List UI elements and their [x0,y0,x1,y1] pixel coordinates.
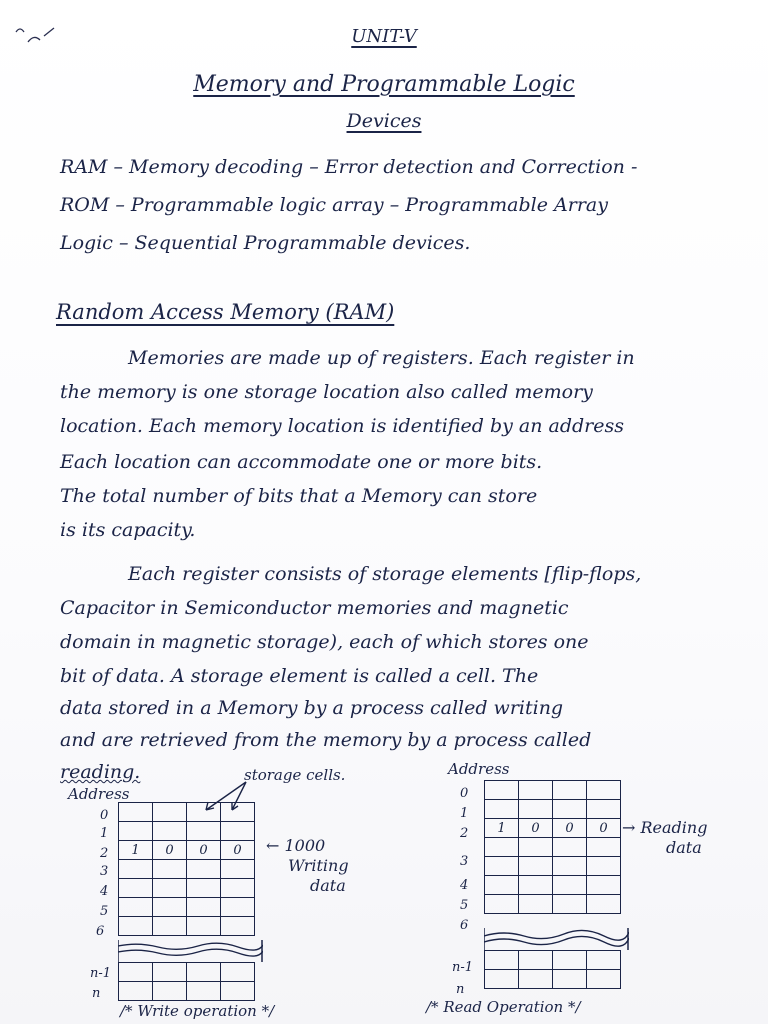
address-label: 3 [460,854,469,869]
grid-break-wave [118,940,263,962]
address-label: 4 [460,878,469,893]
storage-cells-label: storage cells. [244,766,346,784]
topic-line: ROM – Programmable logic array – Programmable Array [60,194,608,216]
write-memory-grid-tail [118,962,255,1001]
grid-cell: 0 [587,819,621,838]
address-label: 1 [460,806,469,821]
paragraph-line: Memories are made up of registers. Each register in [128,347,635,369]
address-label: 6 [460,918,469,933]
address-label: n-1 [90,966,112,981]
unit-heading: UNIT-V [351,26,417,47]
read-arrow-label: → Reading [622,818,708,837]
paragraph-line: Capacitor in Semiconductor memories and magnetic [60,597,569,619]
write-arrow-label: ← 1000 [266,836,326,855]
address-label: 5 [100,904,109,919]
page-title: Memory and Programmable Logic [193,72,575,97]
read-arrow-label: data [666,838,702,857]
page-subtitle: Devices [346,110,422,132]
grid-cell: 0 [221,841,255,860]
write-caption: /* Write operation */ [120,1002,275,1020]
read-address-label: Address [448,760,510,778]
topic-line: Logic – Sequential Programmable devices. [60,232,471,254]
address-label: 6 [96,924,105,939]
paragraph-line: The total number of bits that a Memory can store [60,485,538,507]
paragraph-line: Each register consists of storage elements [flip-flops, [128,563,642,585]
grid-break-wave [484,928,629,950]
topic-line: RAM – Memory decoding – Error detection and Correction - [60,156,638,178]
paragraph-line: Each location can accommodate one or more bits. [60,451,543,473]
write-arrow-label: Writing [288,856,349,875]
grid-cell: 0 [153,841,187,860]
address-label: n [456,982,465,997]
read-memory-grid [484,780,621,914]
address-label: 2 [100,846,109,861]
read-memory-grid-tail [484,950,621,989]
address-label: 2 [460,826,469,841]
grid-cell: 1 [119,841,153,860]
write-memory-grid [118,802,255,936]
paragraph-line: domain in magnetic storage), each of which stores one [60,631,589,653]
address-label: 5 [460,898,469,913]
write-address-label: Address [68,785,130,803]
write-arrow-label: data [310,876,346,895]
section-title: Random Access Memory (RAM) [56,300,395,324]
paragraph-line: the memory is one storage location also called memory [60,381,593,403]
address-label: 1 [100,826,109,841]
paragraph-line: reading. [60,761,141,783]
grid-cell: 0 [553,819,587,838]
address-label: 0 [100,808,109,823]
paragraph-line: data stored in a Memory by a process called writing [60,697,564,719]
paragraph-line: and are retrieved from the memory by a process called [60,729,592,751]
address-label: n [92,986,101,1001]
paragraph-line: location. Each memory location is identified by an address [60,415,624,437]
paragraph-line: is its capacity. [60,519,196,541]
address-label: n-1 [452,960,474,975]
grid-cell: 0 [519,819,553,838]
paragraph-line: bit of data. A storage element is called a cell. The [60,665,539,687]
address-label: 4 [100,884,109,899]
grid-cell: 1 [485,819,519,838]
grid-cell: 0 [187,841,221,860]
read-caption: /* Read Operation */ [426,998,581,1016]
address-label: 0 [460,786,469,801]
address-label: 3 [100,864,109,879]
